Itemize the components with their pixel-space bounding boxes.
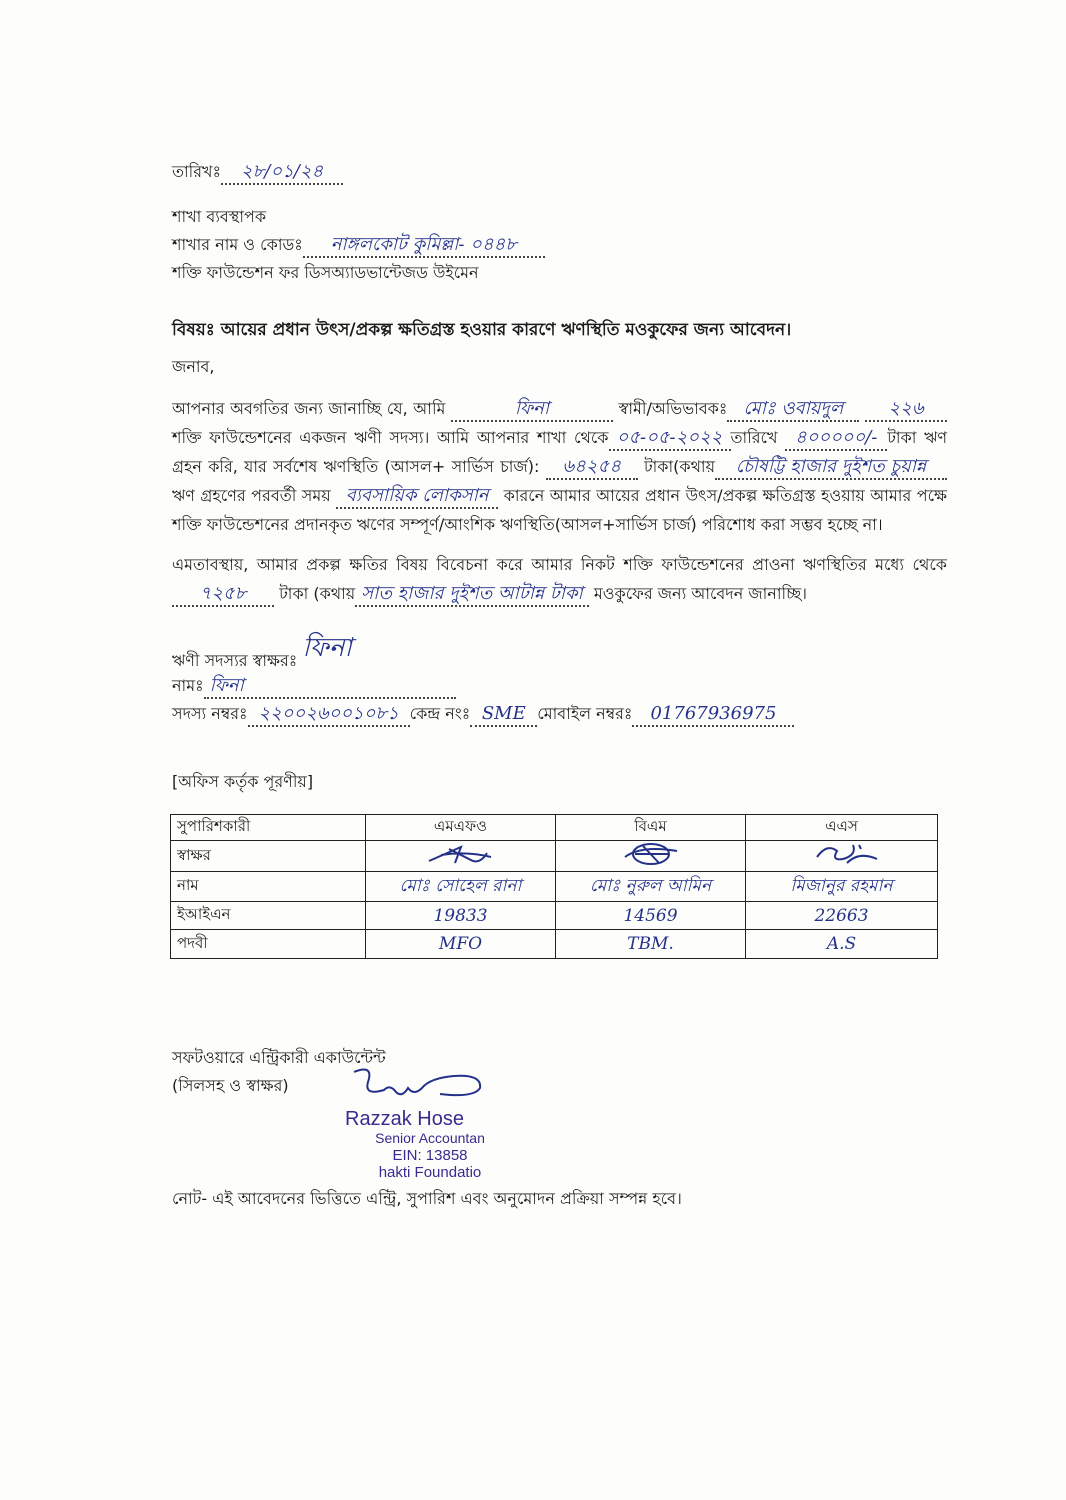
branch-value: নাঙ্গলকোট কুমিল্লা- ০৪৪৮ [303, 234, 545, 258]
signature-bm [611, 841, 691, 867]
organization-line: শক্তি ফাউন্ডেশন ফর ডিসঅ্যাডভান্টেজড উইমেন [172, 263, 479, 282]
date-label: তারিখঃ [172, 162, 222, 181]
header-mfo: এমএফও [366, 815, 556, 841]
waiver-words-field: সাত হাজার দুইশত আটান্ন টাকা [355, 583, 589, 607]
office-heading: [অফিস কর্তৃক পূরণীয়] [172, 772, 314, 791]
branch-line [172, 231, 947, 259]
date-line [172, 158, 947, 186]
p1-text-1: আপনার অবগতির জন্য জানাচ্ছি যে, আমি [172, 399, 446, 418]
ein-bm: 14569 [556, 902, 746, 930]
member-name-label: নামঃ [172, 676, 204, 695]
signature-bm-cell [556, 841, 746, 872]
member-no-label: সদস্য নম্বরঃ [172, 704, 248, 723]
table-row-ein [171, 902, 938, 930]
paragraph-1 [172, 394, 947, 539]
subject-line: বিষয়ঃ আয়ের প্রধান উৎস/প্রকল্প ক্ষতিগ্রস্ত হওয়ার কারণে ঋণস্থিতি মওকুফের জন্য আবেদন। [172, 320, 792, 340]
name-as: মিজানুর রহমান [746, 872, 938, 902]
signature-mfo-cell [366, 841, 556, 872]
stamp-name: Razzak Hose [345, 1108, 464, 1130]
designation-as: A.S [746, 930, 938, 959]
letter-body [172, 158, 947, 1213]
p1-text-6: টাকা(কথায় [643, 457, 715, 476]
footer-note: নোট- এই আবেদনের ভিত্তিতে এন্ট্রি, সুপারিশ এবং অনুমোদন প্রক্রিয়া সম্পন্ন হবে। [172, 1189, 682, 1208]
p1-text-4: তারিখে [730, 428, 778, 447]
signature-mfo [421, 841, 501, 867]
samity-no-field: ২২৬ [865, 398, 947, 422]
stamp-organization: hakti Foundatio [378, 1164, 482, 1181]
row-label-ein: ইআইএন [171, 902, 366, 930]
seal-label: (সিলসহ ও স্বাক্ষর) [172, 1076, 289, 1095]
p1-text-3: শক্তি ফাউন্ডেশনের একজন ঋণী সদস্য। আমি আপনার শাখা থেকে [172, 428, 609, 447]
p1-text-5: টাকা ঋণ গ্রহন করি, যার সর্বশেষ ঋণস্থিতি (আসল+ সার্ভিস চার্জ): [172, 428, 948, 476]
ein-mfo: 19833 [366, 902, 556, 930]
date-value: ২৮/০১/২৪ [221, 161, 343, 185]
salutation: জনাব, [172, 357, 215, 376]
header-recommender: সুপারিশকারী [171, 815, 366, 841]
accountant-label: সফটওয়ারে এন্ট্রিকারী একাউন্টেন্ট [172, 1048, 386, 1067]
waiver-amount-field: ৭২৫৮ [172, 583, 274, 607]
paragraph-2 [172, 550, 947, 608]
guardian-name-field: মোঃ ওবায়দুল [727, 398, 859, 422]
name-mfo: মোঃ সোহেল রানা [366, 872, 556, 902]
member-name-line [172, 672, 947, 700]
mobile-field: 01767936975 [632, 703, 794, 727]
row-label-designation: পদবী [171, 930, 366, 959]
member-name-field: ফিনা [204, 675, 456, 699]
member-signature-line [172, 633, 947, 672]
loan-date-field: ০৫-০৫-২০২২ [609, 427, 731, 451]
recipient-line: শাখা ব্যবস্থাপক [172, 207, 267, 226]
member-no-field: ২২০০২৬০০১০৮১ [248, 703, 410, 727]
header-bm: বিএম [556, 815, 746, 841]
member-signature-label: ঋণী সদস্যর স্বাক্ষরঃ [172, 651, 298, 670]
stamp-ein: EIN: 13858 [392, 1147, 468, 1164]
p2-text-2: টাকা (কথায় [279, 584, 356, 603]
accountant-block [172, 1044, 947, 1181]
row-label-name: নাম [171, 872, 366, 902]
p2-text-3: মওকুফের জন্য আবেদন জানাচ্ছি। [593, 584, 807, 603]
balance-field: ৬৪২৫৪ [546, 456, 638, 480]
applicant-name-field: ফিনা [451, 398, 613, 422]
name-bm: মোঃ নুরুল আমিন [556, 872, 746, 902]
accountant-stamp [345, 1108, 515, 1181]
reason-field: ব্যবসায়িক লোকসান [336, 485, 498, 509]
table-header-row [171, 815, 938, 841]
accountant-signature [344, 1062, 494, 1106]
center-field: SME [470, 703, 537, 727]
designation-mfo: MFO [366, 930, 556, 959]
balance-words-field: চৌষট্টি হাজার দুইশত চুয়ান্ন [715, 456, 947, 480]
center-label: কেন্দ্র নংঃ [409, 704, 471, 723]
header-as: এএস [746, 815, 938, 841]
signature-as-cell [746, 841, 938, 872]
p2-text-1: এমতাবস্থায়, আমার প্রকল্প ক্ষতির বিষয় বিবেচনা করে আমার নিকট শক্তি ফাউন্ডেশনের প্রাওনা ঋণস্থিতির মধ্যে থেকে [172, 555, 947, 574]
p1-text-2: স্বামী/অভিভাবকঃ [618, 399, 728, 418]
row-label-signature: স্বাক্ষর [171, 841, 366, 872]
p1-text-8: কারনে আমার আয়ের প্রধান উৎস/প্রকল্প ক্ষতিগ্রস্ত হওয়ায় আমার পক্ষে শক্তি ফাউন্ডেশনের প্রদানকৃত ঋণের সম্পূর্ণ/আংশিক ঋণস্থিতি(আসল+সার্ভিস চার্জ) পরিশোধ করা সম্ভব হচ্ছে না। [172, 486, 947, 534]
branch-label: শাখার নাম ও কোডঃ [172, 235, 303, 254]
designation-bm: TBM. [556, 930, 746, 959]
table-row-signature [171, 841, 938, 872]
loan-amount-field: ৪০০০০০/- [785, 427, 887, 451]
mobile-label: মোবাইল নম্বরঃ [537, 704, 633, 723]
table-row-designation [171, 930, 938, 959]
office-table [170, 814, 938, 959]
ein-as: 22663 [746, 902, 938, 930]
member-signature: ফিনা [302, 633, 352, 663]
signature-as [797, 841, 887, 867]
table-row-name [171, 872, 938, 902]
stamp-title: Senior Accountan [375, 1130, 485, 1146]
p1-text-7: ঋণ গ্রহণের পরবর্তী সময় [172, 486, 331, 505]
member-number-line [172, 700, 947, 728]
